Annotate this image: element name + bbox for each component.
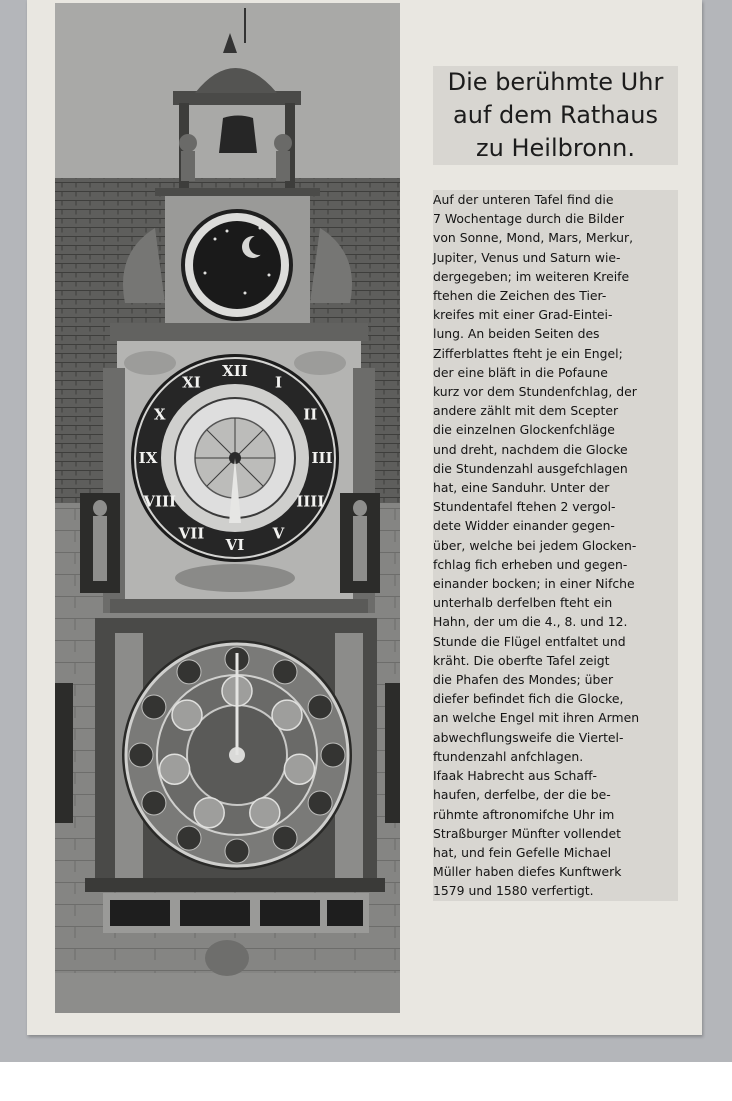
clock-numeral: XII xyxy=(222,362,248,380)
text-line: dergegeben; im weiteren Kreife xyxy=(433,268,630,284)
text-line: Auf der unteren Tafel find die xyxy=(433,192,614,207)
text-line: die einzelnen Glockenfchläge xyxy=(433,422,615,438)
text-line: hat, eine Sanduhr. Unter der xyxy=(433,480,610,496)
title-line: auf dem Rathaus xyxy=(453,101,658,129)
clock-numeral: VII xyxy=(178,524,205,543)
text-line: Stunde die Flügel entfaltet und xyxy=(433,633,626,649)
zodiac-sign xyxy=(321,743,345,767)
text-line: haufen, derfelbe, der die be- xyxy=(433,787,611,803)
text-line: fchlag fich erheben und gegen- xyxy=(433,556,628,572)
weekday-figure xyxy=(172,700,202,730)
text-line: kreifes mit einer Grad-Eintei- xyxy=(433,307,613,323)
zodiac-sign xyxy=(177,660,201,684)
clock-numeral: VI xyxy=(225,536,245,554)
clock-numeral: IX xyxy=(138,449,158,467)
text-line: über, welche bei jedem Glocken- xyxy=(433,537,637,553)
text-line: unterhalb derfelben fteht ein xyxy=(433,595,613,611)
postcard-title xyxy=(433,66,678,165)
text-line: Straßburger Münfter vollendet xyxy=(433,825,622,841)
clock-numeral: XI xyxy=(182,373,201,392)
text-line: ftehen die Zeichen des Tier- xyxy=(433,288,607,304)
text-line: lung. An beiden Seiten des xyxy=(433,326,600,342)
zodiac-sign xyxy=(142,695,166,719)
text-line: Müller haben diefes Kunftwerk xyxy=(433,864,622,880)
title-line: zu Heilbronn. xyxy=(476,134,635,162)
clock-numeral: I xyxy=(274,373,283,392)
description-text xyxy=(433,190,678,901)
text-line: die Phafen des Mondes; über xyxy=(433,672,614,688)
zodiac-sign xyxy=(308,695,332,719)
clock-numeral: III xyxy=(311,449,333,467)
title-line: Die berühmte Uhr xyxy=(447,68,664,96)
text-line: von Sonne, Mond, Mars, Merkur, xyxy=(433,230,634,246)
text-line: kräht. Die oberfte Tafel zeigt xyxy=(433,652,610,668)
text-line: abwechflungsweife die Viertel- xyxy=(433,729,624,745)
text-line: und dreht, nachdem die Glocke xyxy=(433,441,628,457)
clock-numeral: VIII xyxy=(143,492,177,511)
zodiac-sign xyxy=(273,826,297,850)
text-line: hat, und fein Gefelle Michael xyxy=(433,844,612,860)
text-line: kurz vor dem Stundenfchlag, der xyxy=(433,384,637,400)
clock-numeral: X xyxy=(153,405,166,424)
text-line: einander bocken; in einer Nifche xyxy=(433,576,635,592)
weekday-figure xyxy=(160,754,190,784)
weekday-figure xyxy=(250,798,280,828)
text-line: der eine bläft in die Pofaune xyxy=(433,364,608,380)
clock-numeral: IIII xyxy=(296,492,325,511)
text-line: Stundentafel ftehen 2 vergol- xyxy=(433,499,616,515)
text-line: diefer befindet fich die Glocke, xyxy=(433,691,624,707)
weekday-figure xyxy=(284,754,314,784)
clock-illustration xyxy=(55,3,400,1013)
text-line: Jupiter, Venus und Saturn wie- xyxy=(433,249,621,265)
text-line: die Stundenzahl ausgefchlagen xyxy=(433,460,628,476)
weekday-figure xyxy=(272,700,302,730)
astronomical-dial xyxy=(95,618,377,878)
zodiac-sign xyxy=(273,660,297,684)
text-line: ftundenzahl anfchlagen. xyxy=(433,748,584,764)
text-line: dete Widder einander gegen- xyxy=(433,518,615,534)
text-line: Ifaak Habrecht aus Schaff- xyxy=(433,768,597,784)
clock-numeral: V xyxy=(272,524,285,543)
text-line: rühmte aftronomifche Uhr im xyxy=(433,806,615,822)
zodiac-sign xyxy=(142,791,166,815)
zodiac-sign xyxy=(177,826,201,850)
clock-photograph xyxy=(55,3,400,1013)
clock-numeral: II xyxy=(303,405,318,424)
text-line: an welche Engel mit ihren Armen xyxy=(433,710,640,726)
text-line: Zifferblattes fteht je ein Engel; xyxy=(433,345,623,361)
weekday-figure xyxy=(194,798,224,828)
zodiac-sign xyxy=(129,743,153,767)
clock-tier xyxy=(80,323,380,613)
text-line: Hahn, der um die 4., 8. und 12. xyxy=(433,614,628,630)
text-line: 1579 und 1580 verfertigt. xyxy=(433,883,594,899)
text-line: 7 Wochentage durch die Bilder xyxy=(433,211,624,227)
zodiac-sign xyxy=(308,791,332,815)
text-line: andere zählt mit dem Scepter xyxy=(433,403,619,419)
zodiac-sign xyxy=(225,839,249,863)
